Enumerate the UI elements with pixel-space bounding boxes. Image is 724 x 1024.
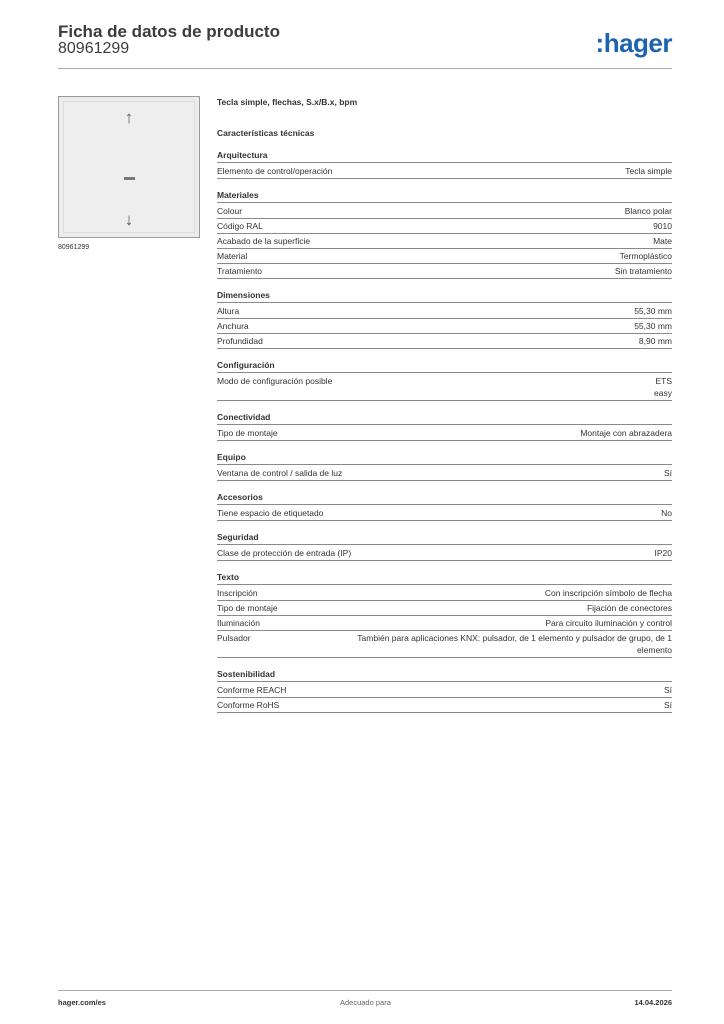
spec-section (217, 411, 672, 441)
spec-value: Para circuito iluminación y control (545, 618, 672, 628)
spec-content (217, 96, 672, 713)
spec-sections (217, 149, 672, 713)
footer-divider (58, 990, 672, 991)
spec-row (217, 204, 672, 219)
footer-center-text: Adecuado para (340, 998, 391, 1007)
section-title: Seguridad (217, 531, 672, 545)
spec-row (217, 164, 672, 179)
section-title: Materiales (217, 189, 672, 203)
spec-label: Iluminación (217, 618, 260, 628)
spec-label: Pulsador (217, 633, 251, 643)
spec-section (217, 668, 672, 713)
spec-label: Tratamiento (217, 266, 263, 276)
spec-row (217, 601, 672, 616)
spec-value: No (661, 508, 672, 518)
spec-row (217, 586, 672, 601)
section-title: Sostenibilidad (217, 668, 672, 682)
section-title: Conectividad (217, 411, 672, 425)
section-title: Accesorios (217, 491, 672, 505)
spec-label: Profundidad (217, 336, 263, 346)
spec-row (217, 304, 672, 319)
spec-value: Sí (663, 700, 672, 710)
section-title: Dimensiones (217, 289, 672, 303)
spec-section (217, 189, 672, 279)
spec-label: Modo de configuración posible (217, 376, 333, 386)
spec-label: Conforme REACH (217, 685, 287, 695)
spec-label: Anchura (217, 321, 249, 331)
spec-label: Tipo de montaje (217, 603, 278, 613)
spec-label: Colour (217, 206, 243, 216)
spec-label: Tiene espacio de etiquetado (217, 508, 324, 518)
spec-value: Tecla simple (625, 166, 672, 176)
spec-row (217, 698, 672, 713)
spec-label: Elemento de control/operación (217, 166, 333, 176)
spec-row (217, 426, 672, 441)
spec-row (217, 264, 672, 279)
spec-label: Material (217, 251, 248, 261)
spec-value: 9010 (653, 221, 672, 231)
header-divider (58, 68, 672, 69)
spec-section (217, 531, 672, 561)
section-title: Configuración (217, 359, 672, 373)
section-title: Arquitectura (217, 149, 672, 163)
spec-value: Fijación de conectores (586, 603, 672, 613)
spec-label: Código RAL (217, 221, 263, 231)
page-header (58, 22, 672, 70)
product-name: Tecla simple, flechas, S.x/B.x, bpm (217, 97, 358, 107)
spec-value: Sí (663, 468, 672, 478)
spec-row (217, 631, 672, 658)
spec-row (217, 683, 672, 698)
spec-value: Termoplástico (619, 251, 672, 261)
spec-section (217, 491, 672, 521)
spec-value: IP20 (654, 548, 672, 558)
spec-row (217, 466, 672, 481)
spec-value: 8,90 mm (638, 336, 672, 346)
spec-section (217, 451, 672, 481)
spec-label: Conforme RoHS (217, 700, 280, 710)
spec-row (217, 374, 672, 401)
spec-row (217, 546, 672, 561)
spec-label: Clase de protección de entrada (IP) (217, 548, 352, 558)
spec-label: Inscripción (217, 588, 258, 598)
spec-label: Ventana de control / salida de luz (217, 468, 343, 478)
spec-value: 55,30 mm (634, 321, 672, 331)
spec-label: Altura (217, 306, 240, 316)
section-title: Texto (217, 571, 672, 585)
spec-value: Montaje con abrazadera (580, 428, 672, 438)
product-number: 80961299 (58, 40, 130, 57)
spec-label: Acabado de la superficie (217, 236, 311, 246)
spec-value: ETS easy (654, 376, 672, 398)
spec-row (217, 319, 672, 334)
footer-date: 14.04.2026 (634, 998, 672, 1007)
logo-text: hager (603, 28, 672, 58)
spec-row (217, 249, 672, 264)
spec-row (217, 616, 672, 631)
logo-mark: : (595, 28, 604, 58)
page-title: Ficha de datos de producto (58, 22, 280, 41)
product-image (58, 96, 200, 238)
spec-value: Sí (663, 685, 672, 695)
spec-value: Sin tratamiento (614, 266, 672, 276)
spec-section (217, 149, 672, 179)
arrow-up-icon: ↑ (124, 108, 134, 127)
hager-logo[interactable] (596, 28, 672, 59)
spec-section (217, 289, 672, 349)
footer-website-link[interactable]: hager.com/es (58, 998, 106, 1007)
spec-row (217, 334, 672, 349)
arrow-down-icon: ↓ (124, 210, 134, 229)
spec-row (217, 234, 672, 249)
spec-value: 55,30 mm (634, 306, 672, 316)
spec-row (217, 506, 672, 521)
spec-value: Mate (653, 236, 672, 246)
spec-value: Blanco polar (624, 206, 672, 216)
spec-section (217, 359, 672, 401)
spec-value: Con inscripción símbolo de flecha (544, 588, 672, 598)
minus-icon (64, 165, 194, 185)
spec-row (217, 219, 672, 234)
image-caption: 80961299 (58, 244, 90, 251)
section-title: Equipo (217, 451, 672, 465)
spec-heading: Características técnicas (217, 128, 315, 138)
spec-value: También para aplicaciones KNX: pulsador, de 1 elemento y pulsador de grupo, de 1 elemento (357, 633, 672, 655)
spec-section (217, 571, 672, 658)
spec-label: Tipo de montaje (217, 428, 278, 438)
key-plate (63, 101, 195, 233)
